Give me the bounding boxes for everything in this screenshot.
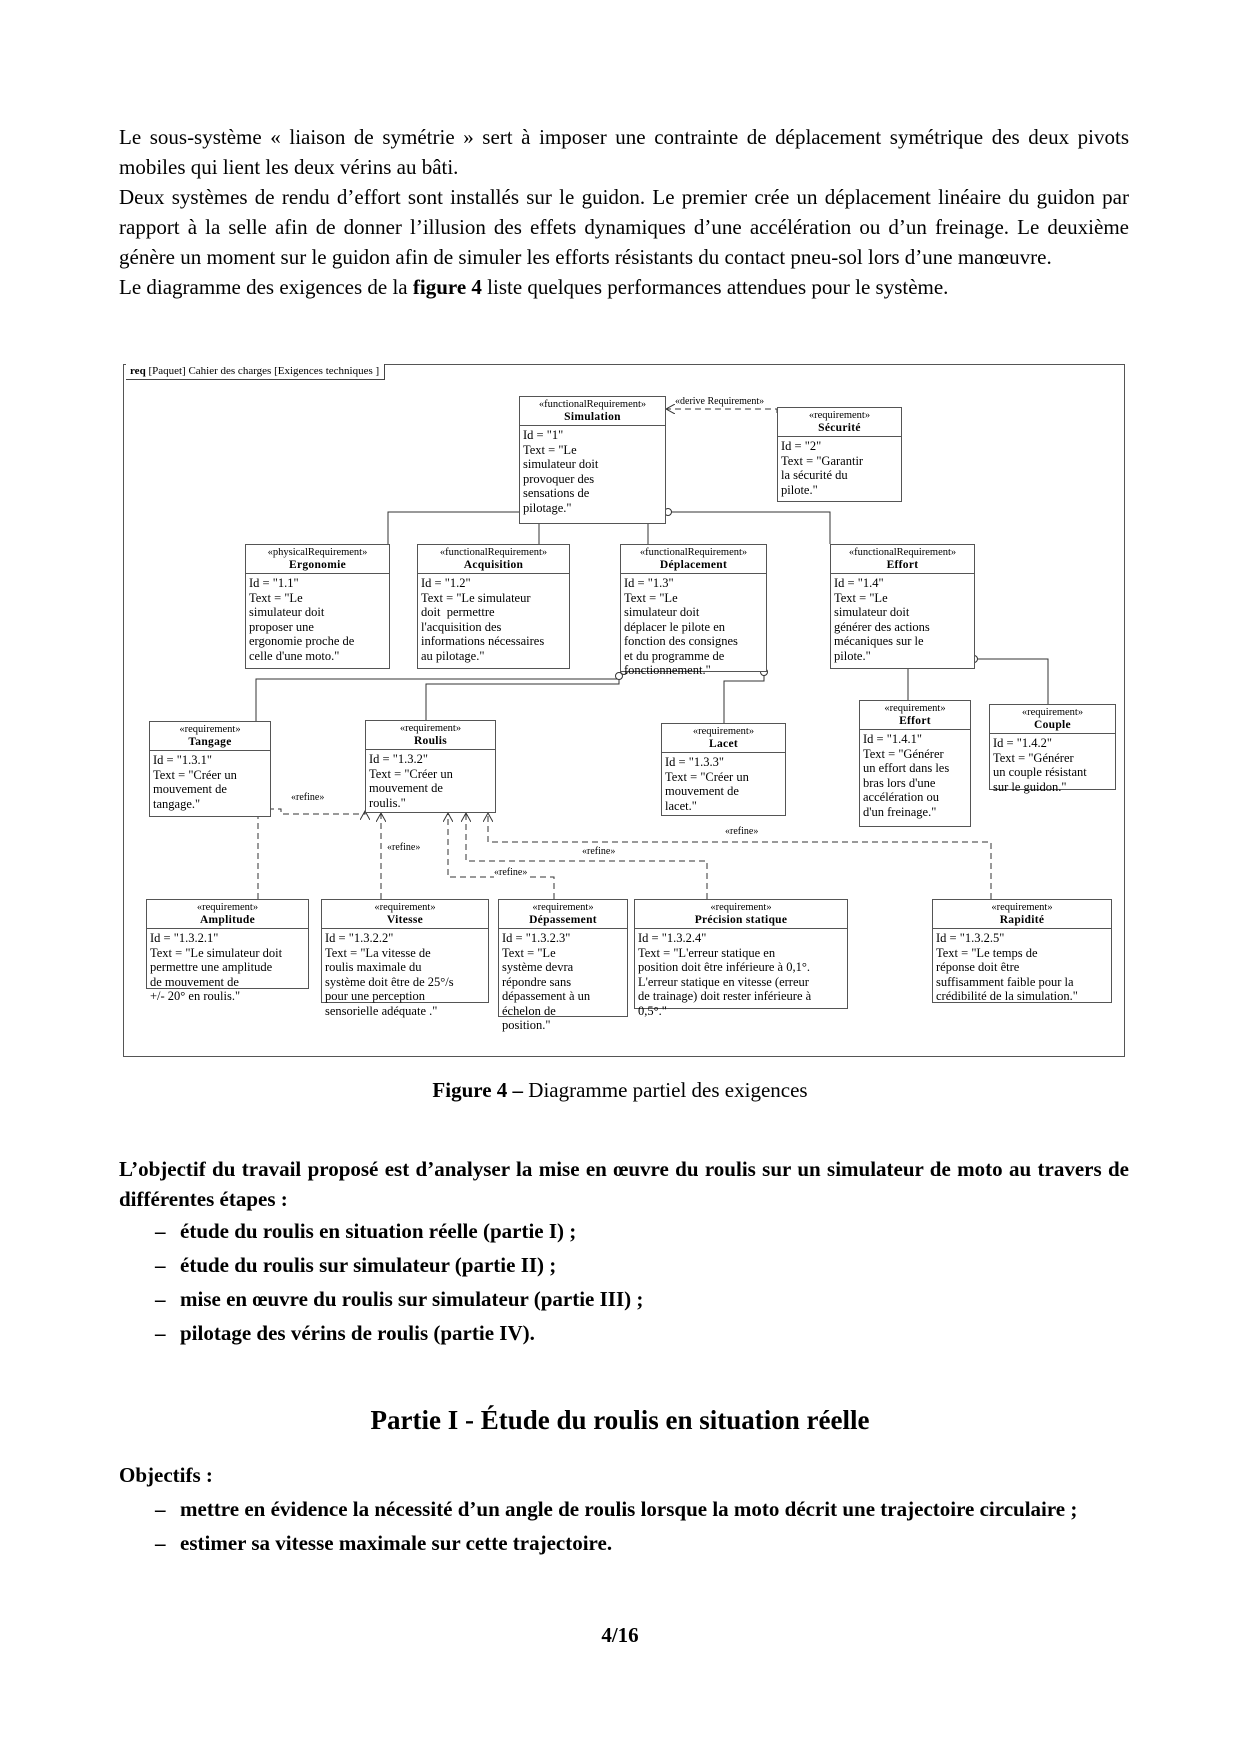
list-item: – pilotage des vérins de roulis (partie IV). <box>155 1316 1129 1350</box>
refine-label: «refine» <box>582 846 616 857</box>
requirement-id: Id = "1.3.2" <box>369 752 428 766</box>
derive-arrow <box>666 409 777 413</box>
requirement-couple <box>989 704 1116 794</box>
stereotype: «physicalRequirement» <box>267 547 368 558</box>
requirement-ergonomie <box>245 544 390 669</box>
list-item: – étude du roulis en situation réelle (partie I) ; <box>155 1214 1129 1248</box>
requirement-id: Id = "1.3.2.5" <box>936 931 1005 945</box>
stereotype: «functionalRequirement» <box>439 547 548 558</box>
intro-paragraph-2: Deux systèmes de rendu d’effort sont installés sur le guidon. Le premier crée un déplacement linéaire du guidon par rapport à la selle afin de donner l’illusion des effets dynamiques d’une accélération ou d’un freinage. Le deuxième génère un moment sur le guidon afin de simuler les efforts résistants du contact pneu-sol lors d’une manœuvre. <box>119 185 1129 269</box>
figure-caption <box>0 1078 1240 1103</box>
requirement-text: Text = "Le simulateur doit déplacer le pilote en fonction des consignes et du programme de fonctionnement." <box>624 590 738 677</box>
link-dep-tangage <box>256 672 619 721</box>
requirement-id: Id = "1.3.2.2" <box>325 931 394 945</box>
intro-text <box>119 122 1129 302</box>
requirement-name: Effort <box>899 715 931 727</box>
requirement-precision-statique <box>634 899 848 1018</box>
requirement-simulation <box>519 396 666 524</box>
requirement-deplacement <box>620 544 767 677</box>
requirement-id: Id = "1.3.2.4" <box>638 931 707 945</box>
requirement-effort-1-4-1 <box>859 700 971 827</box>
requirement-name: Déplacement <box>659 559 728 571</box>
objective-text: L’objectif du travail proposé est d’analyser la mise en œuvre du roulis sur un simulateur de moto au travers de différentes étapes : <box>119 1157 1129 1211</box>
refine-label: «refine» <box>725 826 759 837</box>
requirement-effort <box>830 544 975 669</box>
objectifs-list <box>119 1494 1129 1558</box>
requirement-tangage <box>149 721 271 817</box>
requirement-text: Text = "Créer un mouvement de tangage." <box>153 767 237 811</box>
stereotype: «functionalRequirement» <box>538 399 647 410</box>
requirement-depassement <box>498 899 628 1032</box>
requirement-id: Id = "1.3.1" <box>153 753 212 767</box>
refine-label: «refine» <box>494 867 528 878</box>
requirement-id: Id = "1.3" <box>624 576 674 590</box>
requirement-name: Dépassement <box>529 914 597 926</box>
requirement-rapidite <box>932 899 1112 1003</box>
stereotype: «requirement» <box>991 902 1053 913</box>
list-item: – étude du roulis sur simulateur (partie II) ; <box>155 1248 1129 1282</box>
requirement-acquisition <box>417 544 570 669</box>
requirement-id: Id = "1.2" <box>421 576 471 590</box>
page-number: 4/16 <box>601 1623 639 1647</box>
requirement-text: Text = "Le simulateur doit proposer une ergonomie proche de celle d'une moto." <box>249 590 355 663</box>
part-title: Partie I - Étude du roulis en situation réelle <box>370 1405 870 1435</box>
requirement-securite <box>777 407 902 502</box>
stereotype: «requirement» <box>532 902 594 913</box>
objective-section <box>119 1154 1129 1350</box>
requirement-vitesse <box>321 899 489 1018</box>
requirement-text: Text = "La vitesse de roulis maximale du système doit être de 25°/s pour une perception sensorielle adéquate ." <box>325 945 454 1018</box>
caption-text: Diagramme partiel des exigences <box>523 1078 808 1102</box>
requirement-id: Id = "1.1" <box>249 576 299 590</box>
intro-paragraph-1: Le sous-système « liaison de symétrie » sert à imposer une contrainte de déplacement symétrique des deux pivots mobiles qui lient les deux vérins au bâti. <box>119 125 1129 179</box>
stereotype: «requirement» <box>1021 707 1084 718</box>
requirement-name: Roulis <box>413 735 448 747</box>
requirement-name: Effort <box>886 559 919 571</box>
objectifs-title: Objectifs : <box>119 1463 213 1487</box>
requirement-name: Précision statique <box>694 914 788 926</box>
link-dep-roulis <box>426 679 619 720</box>
refine-amplitude <box>258 809 365 899</box>
objective-list <box>119 1214 1129 1350</box>
requirement-text: Text = "Générer un couple résistant sur le guidon." <box>993 750 1087 794</box>
stereotype: «requirement» <box>399 723 462 734</box>
intro-paragraph-3 <box>119 272 1129 302</box>
list-item: – mise en œuvre du roulis sur simulateur (partie III) ; <box>155 1282 1129 1316</box>
intro-p3-start: Le diagramme des exigences de la <box>119 275 413 299</box>
diagram-frame-label <box>126 364 385 380</box>
requirement-name: Ergonomie <box>289 559 346 571</box>
requirement-name: Tangage <box>188 736 232 748</box>
requirement-id: Id = "1" <box>523 428 564 442</box>
derive-label: «derive Requirement» <box>675 396 765 407</box>
requirement-id: Id = "1.4" <box>834 576 884 590</box>
refine-label: «refine» <box>387 842 421 853</box>
refine-label: «refine» <box>291 792 325 803</box>
stereotype: «requirement» <box>710 902 772 913</box>
requirement-text: Text = "Le temps de réponse doit être suffisamment faible pour la crédibilité de la simulation." <box>936 945 1078 1003</box>
stereotype: «functionalRequirement» <box>848 547 957 558</box>
requirements-diagram <box>123 364 1125 1057</box>
requirement-id: Id = "1.3.3" <box>665 755 724 769</box>
requirement-text: Text = "Le simulateur doit permettre une amplitude de mouvement de +/- 20° en roulis." <box>150 945 283 1003</box>
requirement-id: Id = "2" <box>781 439 822 453</box>
requirement-text: Text = "Le simulateur doit générer des actions mécaniques sur le pilote." <box>834 590 930 663</box>
requirement-text: Text = "Le simulateur doit permettre l'acquisition des informations nécessaires au pilotage." <box>421 590 545 663</box>
requirement-lacet <box>661 723 786 816</box>
requirement-name: Vitesse <box>386 914 424 926</box>
stereotype: «requirement» <box>808 410 871 421</box>
stereotype: «requirement» <box>692 726 755 737</box>
frame-kind: req <box>130 365 146 377</box>
intro-p3-end: liste quelques performances attendues pour le système. <box>481 275 949 299</box>
list-item: – mettre en évidence la nécessité d’un angle de roulis lorsque la moto décrit une trajectoire circulaire ; <box>155 1494 1129 1524</box>
stereotype: «requirement» <box>196 902 259 913</box>
link-sim-ergonomie <box>388 512 539 544</box>
stereotype: «requirement» <box>179 724 241 735</box>
frame-title: [Paquet] Cahier des charges [Exigences techniques ] <box>148 365 380 377</box>
requirement-id: Id = "1.3.2.3" <box>502 931 571 945</box>
requirement-name: Acquisition <box>463 559 524 571</box>
requirement-name: Amplitude <box>199 914 256 926</box>
stereotype: «functionalRequirement» <box>639 547 748 558</box>
link-effort-couple <box>966 659 1048 704</box>
link-sim-effort <box>668 512 830 544</box>
requirement-roulis <box>365 720 496 813</box>
requirement-text: Text = "Créer un mouvement de roulis." <box>369 766 453 810</box>
requirement-name: Lacet <box>709 738 738 750</box>
refine-depassement <box>448 813 554 899</box>
requirement-id: Id = "1.3.2.1" <box>150 931 219 945</box>
requirement-text: Text = "Garantir la sécurité du pilote." <box>781 453 864 497</box>
requirement-text: Text = "Le simulateur doit provoquer des sensations de pilotage." <box>523 442 599 515</box>
stereotype: «requirement» <box>884 703 946 714</box>
requirement-name: Rapidité <box>999 914 1045 926</box>
requirement-amplitude <box>146 899 309 1003</box>
figure-ref: figure 4 <box>412 275 482 299</box>
list-item: – estimer sa vitesse maximale sur cette trajectoire. <box>155 1528 1129 1558</box>
requirement-text: Text = "Créer un mouvement de lacet." <box>665 769 749 813</box>
requirement-name: Sécurité <box>818 422 861 434</box>
objectifs-section <box>119 1460 1129 1562</box>
requirement-id: Id = "1.4.1" <box>863 732 922 746</box>
requirement-text: Text = "Le système devra répondre sans dépassement à un échelon de position." <box>502 945 591 1032</box>
caption-label: Figure 4 – <box>432 1078 524 1102</box>
requirement-name: Simulation <box>564 411 621 423</box>
stereotype: «requirement» <box>374 902 436 913</box>
requirement-text: Text = "L'erreur statique en position doit être inférieure à 0,1°. L'erreur statique en vitesse (erreur de trainage) doit rester inférieure à 0,5°." <box>638 945 812 1018</box>
requirement-id: Id = "1.4.2" <box>993 736 1052 750</box>
requirement-name: Couple <box>1034 719 1071 731</box>
requirement-text: Text = "Générer un effort dans les bras lors d'une accélération ou d'un freinage." <box>863 746 950 819</box>
